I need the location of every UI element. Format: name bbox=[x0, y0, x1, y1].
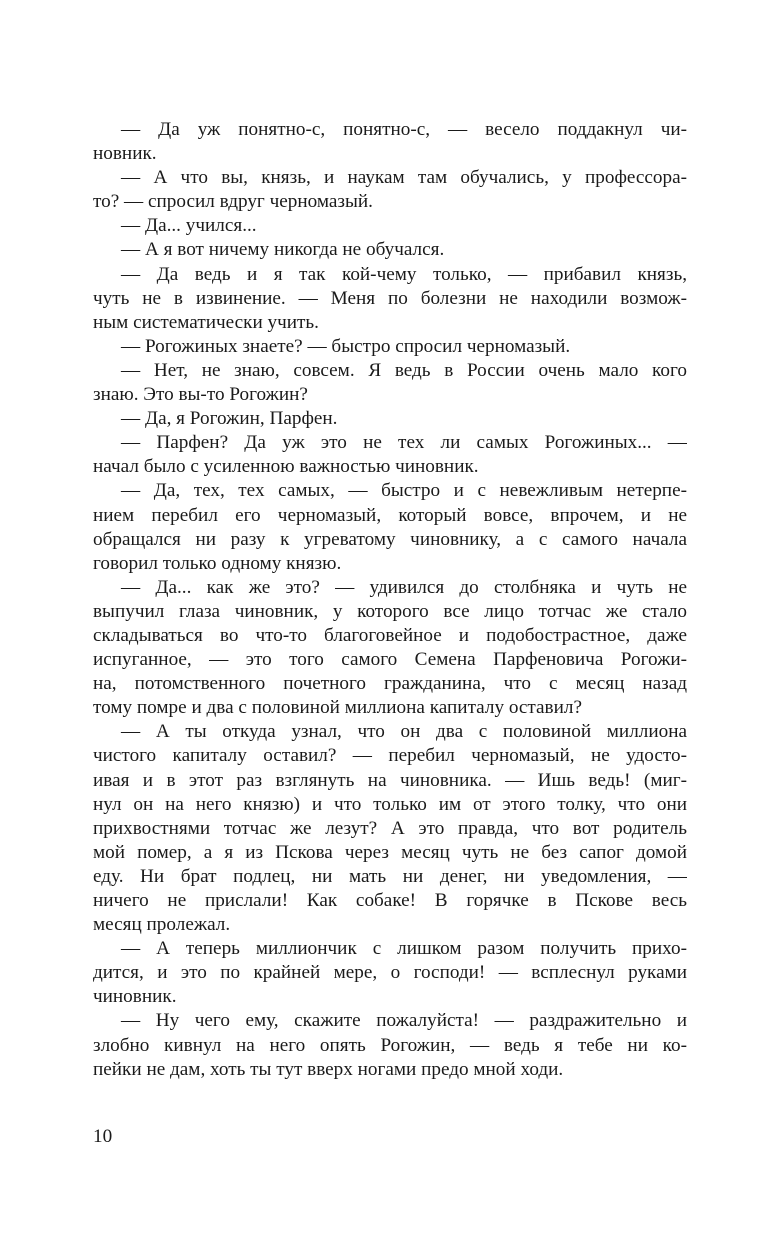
text-line: ничего не прислали! Как собаке! В горячке в Пскове весь bbox=[93, 890, 687, 911]
text-line: начал было с усиленною важностью чиновник. bbox=[93, 456, 479, 478]
text-line: — Да... как же это? — удивился до столбняка и чуть не bbox=[121, 576, 687, 598]
text-line: испуганное, — это того самого Семена Парфеновича Рогожи- bbox=[93, 649, 687, 671]
text-line: — Да, тех, тех самых, — быстро и с невежливым нетерпе- bbox=[121, 480, 687, 502]
text-line: — Да, я Рогожин, Парфен. bbox=[121, 408, 338, 430]
text-line: прихвостнями тотчас же лезут? А это правда, что вот родитель bbox=[93, 817, 687, 839]
text-line: — А что вы, князь, и наукам там обучались, у профессора- bbox=[121, 167, 687, 189]
text-line: говорил только одному князю. bbox=[93, 552, 342, 574]
text-line: выпучил глаза чиновник, у которого все лицо тотчас же стало bbox=[93, 600, 687, 622]
text-line: пейки не дам, хоть ты тут вверх ногами предо мной ходи. bbox=[93, 1058, 564, 1080]
text-line: складываться во что-то благоговейное и подобострастное, даже bbox=[93, 624, 687, 646]
text-line: нул он на него князю) и что только им от этого толку, что они bbox=[93, 793, 687, 815]
text-line: — Да... учился... bbox=[121, 215, 257, 237]
page-number: 10 bbox=[93, 1126, 113, 1147]
text-line: — Да ведь и я так кой-чему только, — прибавил князь, bbox=[121, 263, 687, 285]
text-line: — Парфен? Да уж это не тех ли самых Рогожиных... — bbox=[121, 432, 687, 454]
text-line: нием перебил его черномазый, который вовсе, впрочем, и не bbox=[93, 504, 687, 526]
text-line: чиновник. bbox=[93, 986, 177, 1008]
text-line: тому помре и два с половиной миллиона капиталу оставил? bbox=[93, 697, 582, 719]
text-line: то? — спросил вдруг черномазый. bbox=[93, 191, 373, 213]
text-line: — Рогожиных знаете? — быстро спросил черномазый. bbox=[121, 335, 571, 357]
text-line: мой помер, а я из Пскова через месяц чуть не без сапог домой bbox=[93, 841, 687, 863]
text-line: ивая и в этот раз взглянуть на чиновника. — Ишь ведь! (миг- bbox=[93, 769, 687, 791]
text-line: обращался ни разу к угреватому чиновнику, а с самого начала bbox=[93, 528, 687, 550]
text-line: чуть не в извинение. — Меня по болезни не находили возмож- bbox=[93, 287, 687, 309]
text-line: — Ну чего ему, скажите пожалуйста! — раздражительно и bbox=[121, 1010, 687, 1032]
text-line: дится, и это по крайней мере, о господи! — всплеснул руками bbox=[93, 962, 687, 984]
body-text bbox=[93, 118, 687, 1082]
text-line: еду. Ни брат подлец, ни мать ни денег, ни уведомления, — bbox=[93, 865, 687, 887]
text-line: — Да уж понятно-с, понятно-с, — весело поддакнул чи- bbox=[121, 119, 687, 140]
text-line: — А ты откуда узнал, что он два с половиной миллиона bbox=[121, 721, 687, 743]
text-line: знаю. Это вы-то Рогожин? bbox=[93, 384, 308, 406]
text-line: — А я вот ничему никогда не обучался. bbox=[121, 239, 445, 261]
text-line: чистого капиталу оставил? — перебил черномазый, не удосто- bbox=[93, 745, 687, 767]
text-line: злобно кивнул на него опять Рогожин, — ведь я тебе ни ко- bbox=[93, 1034, 687, 1056]
text-line: ным систематически учить. bbox=[93, 311, 319, 333]
text-line: месяц пролежал. bbox=[93, 914, 231, 936]
text-line: — А теперь миллиончик с лишком разом получить прихо- bbox=[121, 938, 687, 960]
text-line: — Нет, не знаю, совсем. Я ведь в России очень мало кого bbox=[121, 359, 687, 381]
text-line: новник. bbox=[93, 143, 157, 165]
text-line: на, потомственного почетного гражданина, что с месяц назад bbox=[93, 673, 687, 695]
